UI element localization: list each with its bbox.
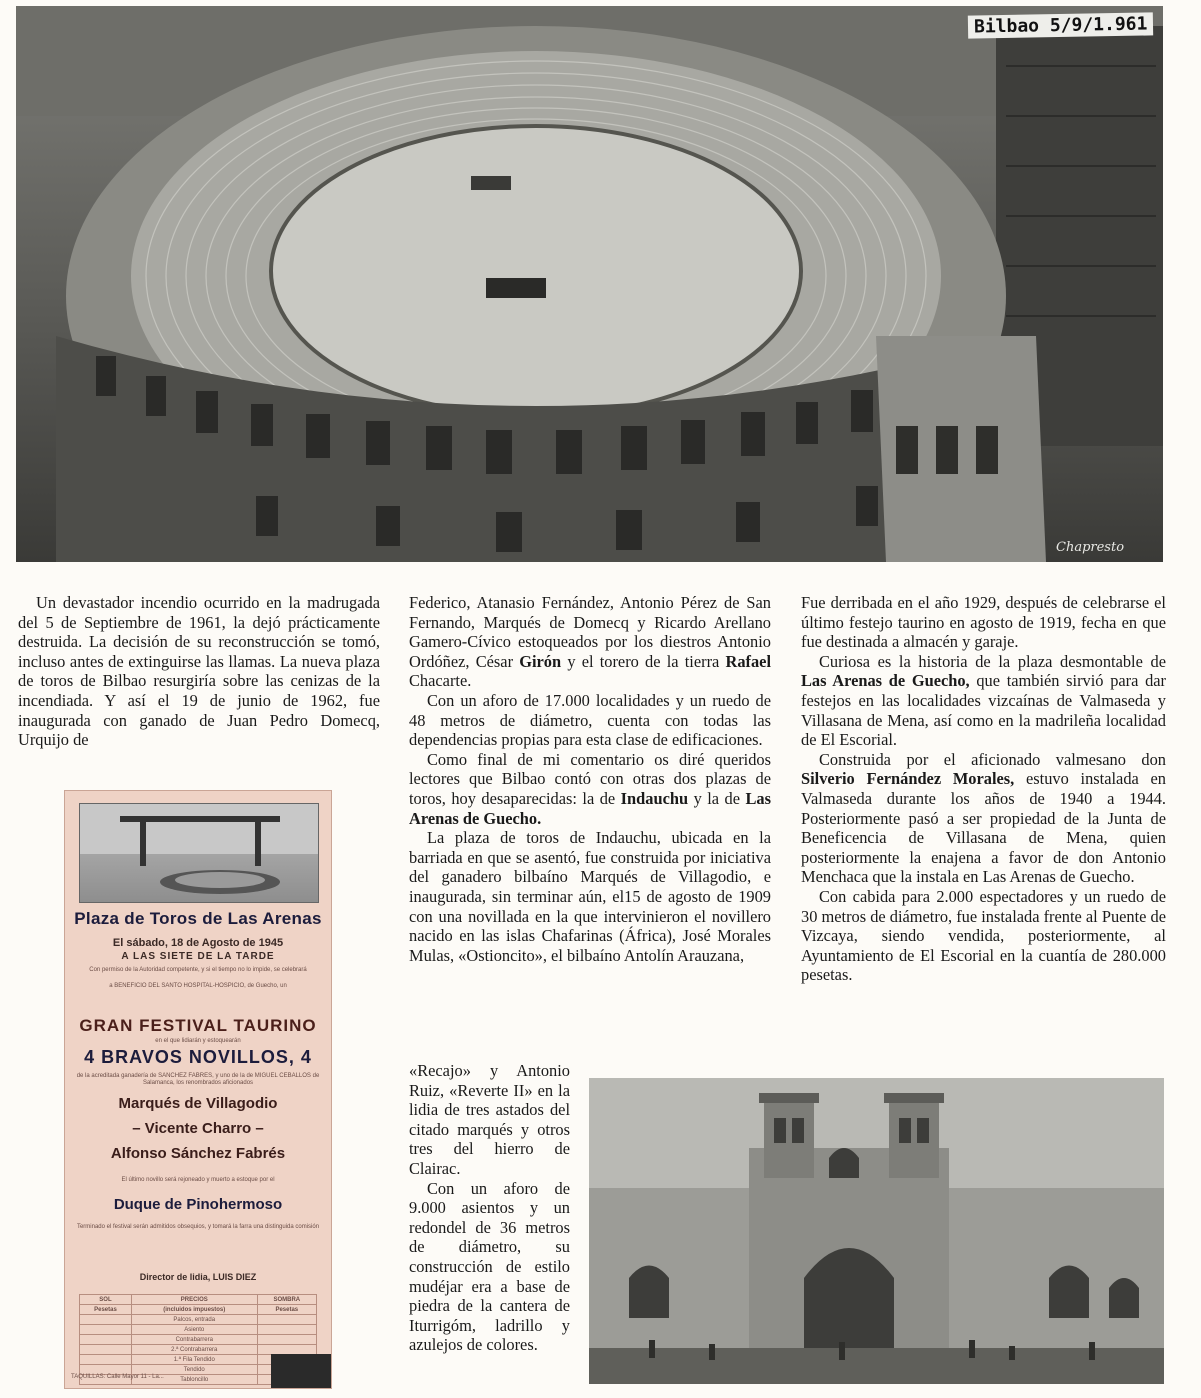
poster-bridge-illustration	[80, 804, 318, 902]
table-header: PRECIOS	[131, 1295, 257, 1305]
article-column-3	[801, 593, 1166, 985]
text-run: estuvo instalada en Valmaseda durante los años de 1940 a 1944. Posteriormente pasó a ser propiedad de la Junta de Beneficencia de Villasana de Mena, quien posteriormente la enajena a favor de don Antonio Menchaca que la instala en Las Arenas de Guecho.	[801, 769, 1166, 887]
poster-name: Alfonso Sánchez Fabrés	[110, 1145, 286, 1162]
paragraph: Con un aforo de 9.000 asientos y un redondel de 36 metros de diámetro, su construcción de estilo mudéjar era a base de piedra de la cantera de Iturrigóm, ladrillo y azulejos de colores.	[409, 1178, 570, 1355]
table-subheader: (incluidos impuestos)	[131, 1305, 257, 1315]
poster-date: El sábado, 18 de Agosto de 1945	[112, 937, 284, 949]
poster-small-text: de la acreditada ganadería de SANCHEZ FABRES, y uno de la de MIGUEL CEBALLOS de Salamanca, los renombrados aficionados	[76, 1073, 320, 1086]
bullfight-poster	[64, 790, 332, 1389]
paragraph	[801, 750, 1166, 887]
poster-small-text: en el que lidiarán y estoquearán	[155, 1038, 241, 1044]
poster-title: Plaza de Toros de Las Arenas	[74, 909, 322, 928]
poster-time: A LAS SIETE DE LA TARDE	[121, 951, 275, 962]
bullring-illustration	[16, 6, 1163, 562]
table-cell: Palcos, entrada	[131, 1315, 257, 1325]
poster-torn-corner	[271, 1354, 331, 1388]
poster-director: Director de lidia, LUIS DIEZ	[139, 1272, 257, 1282]
text-run: que también sirvió para dar festejos en las localidades vizcaínas de Valmaseda y Villasana de Mena, así como en la madrileña localidad de El Escorial.	[801, 671, 1167, 750]
paragraph	[409, 593, 771, 691]
paragraph: Con cabida para 2.000 espectadores y un ruedo de 30 metros de diámetro, fue instalada frente al Puente de Vizcaya, siendo vendida, posteriormente, al Ayuntamiento de El Escorial en la cuantía de 280.000 pesetas.	[801, 886, 1167, 985]
paragraph	[801, 652, 1166, 750]
poster-name: – Vicente Charro –	[132, 1120, 264, 1137]
text-run: Federico, Atanasio Fernández, Antonio Pérez de San Fernando, Marqués de Domecq y Ricardo Arellano Gamero-Cívico estoqueados por los diestros Antonio Ordóñez, César	[409, 593, 771, 671]
poster-name: Duque de Pinohermoso	[113, 1196, 283, 1213]
text-run: Curiosa es la historia de la plaza desmontable de	[819, 651, 1166, 671]
table-row	[80, 1335, 317, 1345]
table-cell: Tabloncillo	[131, 1375, 257, 1385]
bold-name: Rafael	[725, 651, 772, 671]
table-header: SOL	[80, 1295, 132, 1305]
poster-festival: GRAN FESTIVAL TAURINO	[79, 1016, 317, 1035]
paragraph: La plaza de toros de Indauchu, ubicada en la barriada en que se asentó, fue construida por iniciativa del ganadero bilbaíno Marqués de Villagodio, e inaugurada, sin terminar aún, el15 de agosto de 1909 con una novillada en la que intervinieron el novillero nacido en las islas Chafarinas (África), José Morales Mulas, «Ostioncito», el bilbaíno Antolín Arauzana,	[409, 828, 771, 965]
bold-name: Girón	[519, 651, 562, 671]
photo-signature: Chapresto	[1056, 540, 1125, 555]
paragraph: Un devastador incendio ocurrido en la madrugada del 5 de Septiembre de 1961, la dejó prácticamente destruida. La decisión de su reconstrucción se tomó, incluso antes de extinguirse las llamas. La nueva plaza de toros de Bilbao resurgiría sobre las cenizas de la incendiada. Y así el 19 de junio de 1962, fue inaugurada con ganado de Juan Pedro Domecq, Urquijo de	[18, 593, 380, 750]
text-run: y la de	[688, 788, 746, 808]
paragraph	[409, 750, 771, 828]
poster-small-text: Terminado el festival serán admitidos obsequios, y tomará la farra una distinguida comisión	[76, 1224, 320, 1230]
table-row	[80, 1325, 317, 1335]
photo-date-caption: Bilbao 5/9/1.961	[967, 12, 1153, 38]
table-cell: Contrabarrera	[131, 1335, 257, 1345]
paragraph: Con un aforo de 17.000 localidades y un ruedo de 48 metros de diámetro, cuenta con todas las dependencias propias para esta clase de edificaciones.	[409, 690, 771, 750]
bold-name: Las Arenas de Guecho,	[801, 671, 970, 691]
text-run: Construida por el aficionado valmesano don	[819, 749, 1166, 769]
poster-taquillas: TAQUILLAS: Calle Mayor 11 - La...	[71, 1374, 164, 1380]
indauchu-illustration	[589, 1078, 1164, 1384]
article-column-1	[18, 593, 380, 750]
paragraph: Fue derribada en el año 1929, después de celebrarse el último festejo taurino en agosto de 1919, fecha en que fue destinada a almacén y garaje.	[801, 593, 1166, 652]
poster-name: Marqués de Villagodio	[118, 1095, 278, 1112]
bold-name: Silverio Fernández Morales,	[801, 769, 1015, 789]
poster-small-text: Con permiso de la Autoridad competente, y si el tiempo no lo impide, se celebrará	[89, 967, 307, 973]
table-subheader: Pesetas	[80, 1305, 132, 1315]
table-row	[80, 1315, 317, 1325]
poster-bravos: 4 BRAVOS NOVILLOS, 4	[84, 1047, 312, 1067]
poster-photo	[79, 803, 319, 903]
article-column-2	[409, 593, 771, 965]
poster-small-text: El último novillo será rejoneado y muerto a estoque por el	[121, 1177, 275, 1183]
text-run: Como final de mi comentario os diré queridos lectores que Bilbao contó con otras dos plazas de toros, hoy desaparecidas: la de	[409, 749, 771, 808]
table-cell: Asiento	[131, 1325, 257, 1335]
poster-small-text: a BENEFICIO DEL SANTO HOSPITAL-HOSPICIO, de Guecho, un	[109, 983, 287, 989]
article-column-2-continued	[409, 1061, 570, 1355]
text-run: Chacarte.	[409, 671, 472, 691]
indauchu-bullring-photo	[589, 1078, 1164, 1384]
table-header: SOMBRA	[257, 1295, 316, 1305]
table-cell: Tendido	[131, 1365, 257, 1375]
bold-name: Indauchu	[620, 788, 689, 808]
table-subheader: Pesetas	[257, 1305, 316, 1315]
bullring-ruins-photo	[16, 6, 1163, 562]
paragraph: «Recajo» y Antonio Ruiz, «Reverte II» en la lidia de tres astados del citado marqués y otros tres del hierro de Clairac.	[409, 1061, 570, 1178]
table-cell: 1.ª Fila Tendido	[131, 1355, 257, 1365]
table-cell: 2.ª Contrabarrera	[131, 1345, 257, 1355]
table-row	[80, 1345, 317, 1355]
bold-name: Las Arenas de Guecho.	[409, 788, 771, 828]
text-run: y el torero de la tierra	[561, 651, 726, 671]
